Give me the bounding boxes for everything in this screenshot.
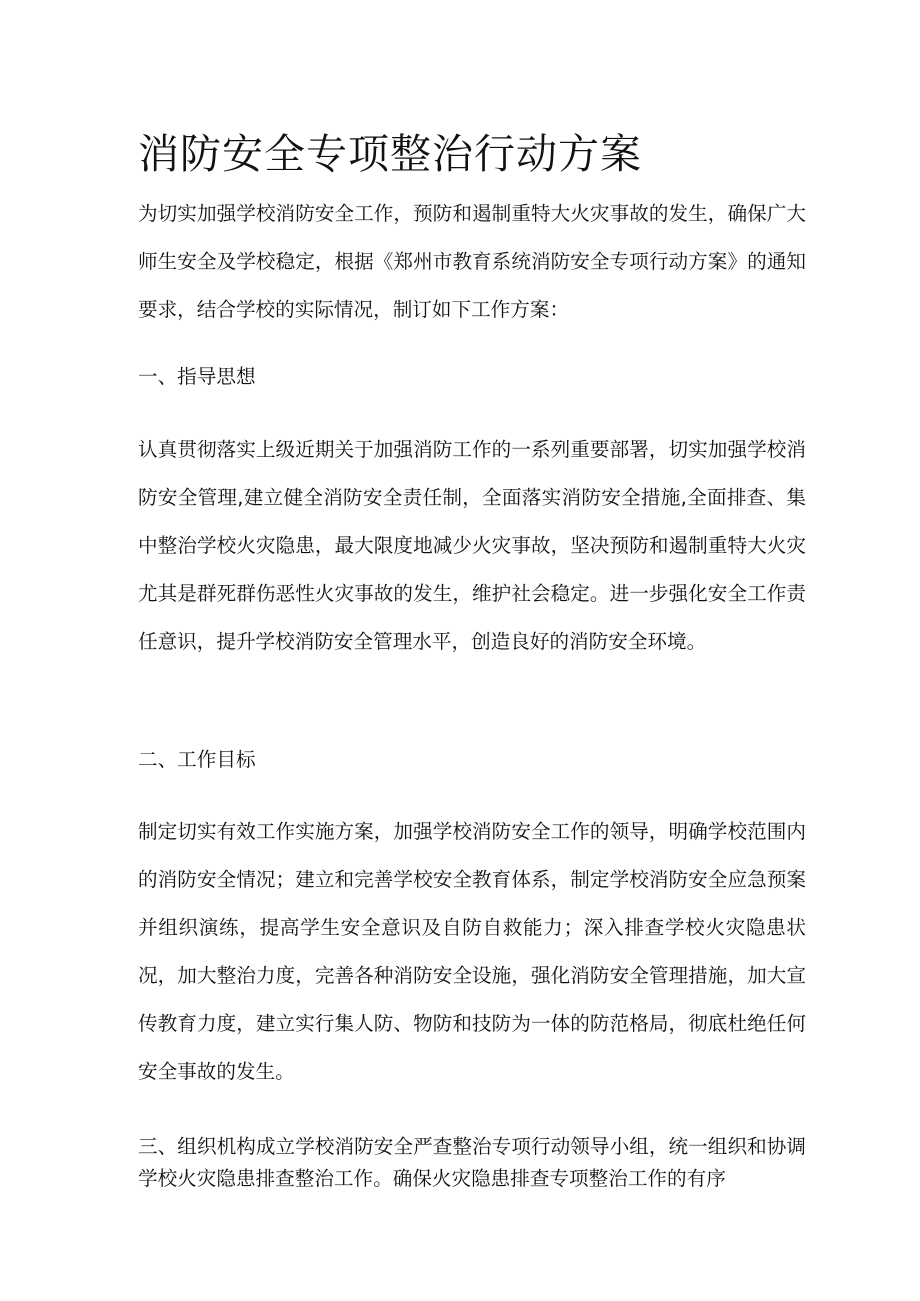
section-heading-guiding-ideology: 一、指导思想 [138,365,256,388]
section-body-guiding-ideology: 认真贯彻落实上级近期关于加强消防工作的一系列重要部署，切实加强学校消防安全管理,建立健全消防安全责任制，全面落实消防安全措施,全面排查、集中整治学校火灾隐患，最大限度地减少火灾事故，坚决预防和遏制重特大火灾尤其是群死群伤恶性火灾事故的发生，维护社会稳定。进一步强化安全工作责任意识，提升学校消防安全管理水平，创造良好的消防安全环境。 [138,438,806,653]
intro-paragraph: 为切实加强学校消防安全工作，预防和遏制重特大火灾事故的发生，确保广大师生安全及学校稳定，根据《郑州市教育系统消防安全专项行动方案》的通知要求，结合学校的实际情况，制订如下工作方案： [138,202,806,321]
document-title: 消防安全专项整治行动方案 [138,130,642,178]
section-body-work-goals: 制定切实有效工作实施方案，加强学校消防安全工作的领导，明确学校范围内的消防安全情况；建立和完善学校安全教育体系，制定学校消防安全应急预案并组织演练，提高学生安全意识及自防自救能力；深入排查学校火灾隐患状况，加大整治力度，完善各种消防安全设施，强化消防安全管理措施，加大宣传教育力度，建立实行集人防、物防和技防为一体的防范格局，彻底杜绝任何安全事故的发生。 [138,820,806,1083]
section-heading-work-goals: 二、工作目标 [138,748,256,771]
section-body-organization: 三、组织机构成立学校消防安全严查整治专项行动领导小组，统一组织和协调学校火灾隐患排查整治工作。确保火灾隐患排查专项整治工作的有序 [138,1135,806,1190]
